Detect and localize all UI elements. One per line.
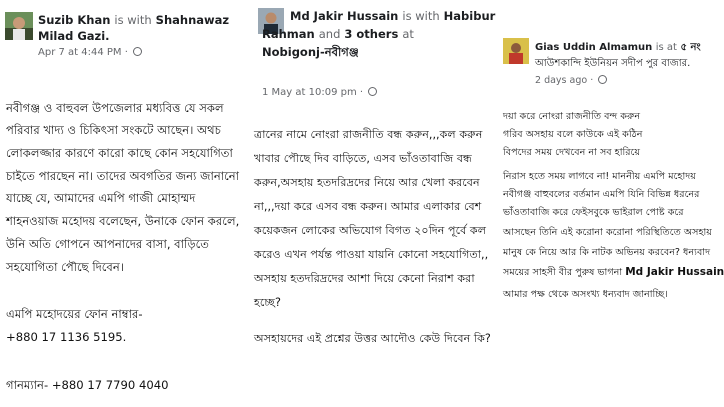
post-text-line: নবীগঞ্জ বাহুবলের বর্তমান এমপি যিনি বিভিন্ন ধরনের bbox=[503, 189, 700, 200]
post-text-line: গরিব অসহায় বলে কাউকে এই কঠিন bbox=[503, 129, 643, 140]
avatar-suzib-khan[interactable] bbox=[5, 12, 33, 40]
post-header-line-3 bbox=[262, 44, 359, 60]
post-text-line: ভাঁওতাবাজি করে ফেইসবুকে ভাইরাল পোষ্ট করে bbox=[503, 207, 684, 218]
post-timestamp[interactable]: Apr 7 at 4:44 PM bbox=[38, 47, 122, 58]
gunman-phone[interactable]: গানম্যান- +880 17 7790 4040 bbox=[6, 378, 169, 392]
post-header-line-2: Milad Gazi. bbox=[38, 29, 110, 43]
profile-photo-icon bbox=[5, 12, 33, 40]
post-text-line: অসহায় হতদরিদ্রদের আশা দিয়ে কেনো নিরাশ করা bbox=[254, 272, 475, 285]
phone-number[interactable]: +880 17 1136 5195. bbox=[6, 330, 127, 344]
and-text: and bbox=[318, 27, 341, 41]
post-card-3 bbox=[493, 30, 724, 350]
author-name[interactable]: Gias Uddin Almamun bbox=[535, 42, 653, 53]
place-name[interactable]: Nobigonj-নবীগঞ্জ bbox=[262, 45, 359, 59]
with-text: is with bbox=[402, 9, 440, 23]
post-text-line: চাইতে পারছেন না। তাদের অবগতির জন্য জানানো bbox=[6, 169, 240, 183]
avatar-gias-uddin-almamun[interactable] bbox=[503, 38, 529, 64]
post-text-line: শাহনওয়াজ মহোদয় বলেছেন, উনাকে ফোন করলে, bbox=[6, 214, 240, 228]
post-text-line: হচ্ছে? bbox=[254, 296, 281, 309]
globe-icon bbox=[598, 75, 607, 84]
post-header-line-2 bbox=[262, 26, 414, 42]
with-text: is with bbox=[114, 13, 152, 27]
post-text-line: উনি অতি গোপনে আপনাদের বাসা, বাড়িতে bbox=[6, 237, 209, 251]
post-text-line: নবীগঞ্জ ও বাহুবল উপজেলার মধ্যবিত্ত যে সকল bbox=[6, 101, 224, 115]
post-text-line: মানুষ কে নিয়ে আর কি নাটক অভিনয় করবেন? ধন্যবাদ bbox=[503, 247, 711, 258]
post-timestamp[interactable]: 2 days ago bbox=[535, 75, 588, 86]
post-timestamp[interactable]: 1 May at 10:09 pm bbox=[262, 87, 357, 98]
tagged-name-line-2[interactable]: Milad Gazi bbox=[38, 29, 106, 43]
tagged-name[interactable]: Shahnawaz bbox=[155, 13, 230, 27]
post-text-line: সহযোগিতা পৌছে দিবেন। bbox=[6, 260, 124, 274]
post-text-line: এমপি মহোদয়ের ফোন নাম্বার- bbox=[6, 307, 143, 321]
post-text-line: কয়েকজন লোকের অভিযোগ বিগত ২০দিন পূর্বে কল bbox=[254, 224, 487, 237]
author-name[interactable]: Md Jakir Hussain bbox=[290, 9, 399, 23]
post-text-line: পরিবার খাদ্য ও চিকিৎসা সংকটে আছেন। অথচ bbox=[6, 123, 221, 137]
post-text-line: করুন,অসহায় হতদরিদ্রদের নিয়ে আর খেলা করবেন bbox=[254, 176, 480, 189]
profile-photo-icon bbox=[503, 38, 529, 64]
post-meta: 2 days ago · bbox=[535, 74, 607, 87]
post-header bbox=[38, 12, 229, 28]
post-text-line: না,,,দয়া করে এসব বন্ধ করুন। আমার এলাকার বেশ bbox=[254, 200, 482, 213]
at-text: at bbox=[402, 27, 414, 41]
author-name[interactable]: Suzib Khan bbox=[38, 13, 111, 27]
post-text-line bbox=[503, 266, 724, 281]
post-text-line: দয়া করে নোংরা রাজনীতি বন্দ করুন bbox=[503, 111, 641, 122]
post-header bbox=[535, 40, 701, 56]
post-text-line: বিপদের সময় দেখবেন না সব হারিয়ে bbox=[503, 147, 641, 158]
post-text-line: খাবার পৌছে দিব বাড়িতে, এসব ভাঁওতাবাজি বন্ধ bbox=[254, 152, 472, 165]
post-text-line: অসহায়দের এই প্রশ্নের উত্তর আদৌও কেউ দিবেন কি? bbox=[254, 332, 491, 345]
others-link[interactable]: 3 others bbox=[344, 27, 399, 41]
post-card-1 bbox=[0, 0, 241, 407]
tagged-name-line-2[interactable]: Rahman bbox=[262, 27, 315, 41]
globe-icon bbox=[368, 87, 377, 96]
post-header bbox=[262, 8, 495, 24]
post-header-line-2 bbox=[535, 56, 690, 72]
place-name-line-2[interactable]: আউশকান্দি ইউনিয়ন সদীপ পুর বাজার. bbox=[535, 58, 691, 69]
post-meta: Apr 7 at 4:44 PM · bbox=[38, 46, 142, 59]
post-text-line: আসছেন তিনি এই করোনা করোনা পরিস্থিতিতে অসহায় bbox=[503, 227, 712, 238]
place-name[interactable]: ৫ নং bbox=[680, 42, 701, 53]
post-text-line: লোকলজ্জার কারণে কারো কাছে কোন সহযোগিতা bbox=[6, 146, 233, 160]
post-text-segment: সময়ের সাহসী বীর পুরুষ ভাগনা bbox=[503, 267, 623, 278]
post-text-line: যাচ্ছে যে, আমাদের এমপি গাজী মোহাম্মদ bbox=[6, 191, 196, 205]
post-text-line: ত্রানের নামে নোংরা রাজনীতি বন্ধ করুন,,,কল করুন bbox=[254, 128, 483, 141]
globe-icon bbox=[133, 47, 142, 56]
at-text: is at bbox=[655, 42, 677, 53]
post-text-line: আমার পক্ষ থেকে অসংখ্য ধন্যবাদ জানাচ্ছি। bbox=[503, 289, 668, 300]
post-text-line: করেও এখন পর্যন্ত পাওয়া যায়নি কোনো সহযোগিতা,, bbox=[254, 248, 489, 261]
mentioned-user[interactable]: Md Jakir Hussain bbox=[625, 266, 724, 278]
post-meta: 1 May at 10:09 pm · bbox=[262, 86, 377, 99]
tagged-name[interactable]: Habibur bbox=[443, 9, 496, 23]
post-card-2 bbox=[244, 0, 496, 407]
post-text-line: নিরাস হতে সময় লাগবে না! মাননীয় এমপি মহোদয় bbox=[503, 171, 696, 182]
